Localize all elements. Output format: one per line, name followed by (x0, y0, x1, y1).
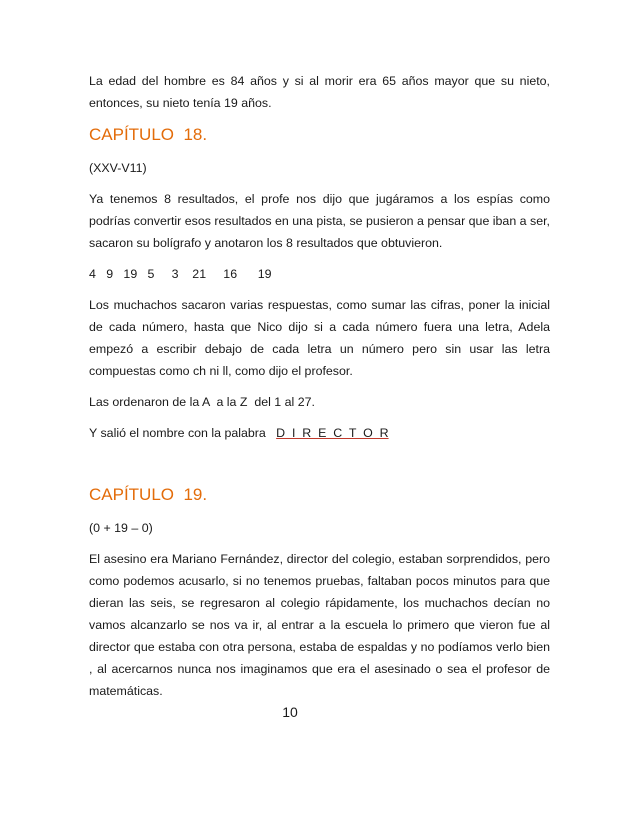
spacer (89, 453, 550, 483)
document-body (89, 70, 550, 711)
chapter-19-heading: CAPÍTULO 19. (89, 485, 208, 504)
name-line-prefix: Y salió el nombre con la palabra (89, 426, 277, 440)
chapter-18-name-line (89, 422, 550, 444)
intro-paragraph: La edad del hombre es 84 años y si al morir era 65 años mayor que su nieto, entonces, su nieto tenía 19 años. (89, 74, 550, 110)
chapter-19-paragraph-1: El asesino era Mariano Fernández, director del colegio, estaban sorprendidos, pero como podemos acusarlo, si no tenemos pruebas, faltaban pocos minutos para que dieran las seis, se regresaron al colegio rápidamente, los muchachos decían no vamos alcanzarlo se nos va ir, al entrar a la escuela lo primero que vieron fue al director que estaba con otra persona, estaba de espaldas y no podíamos verlo bien , al acercarnos nunca nos imaginamos que era el asesinado o sea el profesor de matemáticas. (89, 552, 550, 698)
chapter-19-code: (0 + 19 – 0) (89, 521, 153, 535)
chapter-18-paragraph-1: Ya tenemos 8 resultados, el profe nos dijo que jugáramos a los espías como podrías convertir esos resultados en una pista, se pusieron a pensar que iban a ser, sacaron su bolígrafo y anotaron los 8 resultados que obtuvieron. (89, 192, 550, 250)
chapter-18-code: (XXV-V11) (89, 161, 147, 175)
chapter-18-heading: CAPÍTULO 18. (89, 125, 208, 144)
chapter-18-order-line: Las ordenaron de la A a la Z del 1 al 27. (89, 395, 315, 409)
chapter-18-paragraph-2: Los muchachos sacaron varias respuestas, como sumar las cifras, poner la inicial de cada número, hasta que Nico dijo si a cada número fuera una letra, Adela empezó a escribir debajo de cada letra un número pero sin usar las letra compuestas como ch ni ll, como dijo el profesor. (89, 298, 550, 378)
chapter-18-numbers: 4 9 19 5 3 21 16 19 (89, 267, 272, 281)
director-word: D I R E C T O R (276, 426, 389, 440)
page-number: 10 (282, 704, 298, 720)
